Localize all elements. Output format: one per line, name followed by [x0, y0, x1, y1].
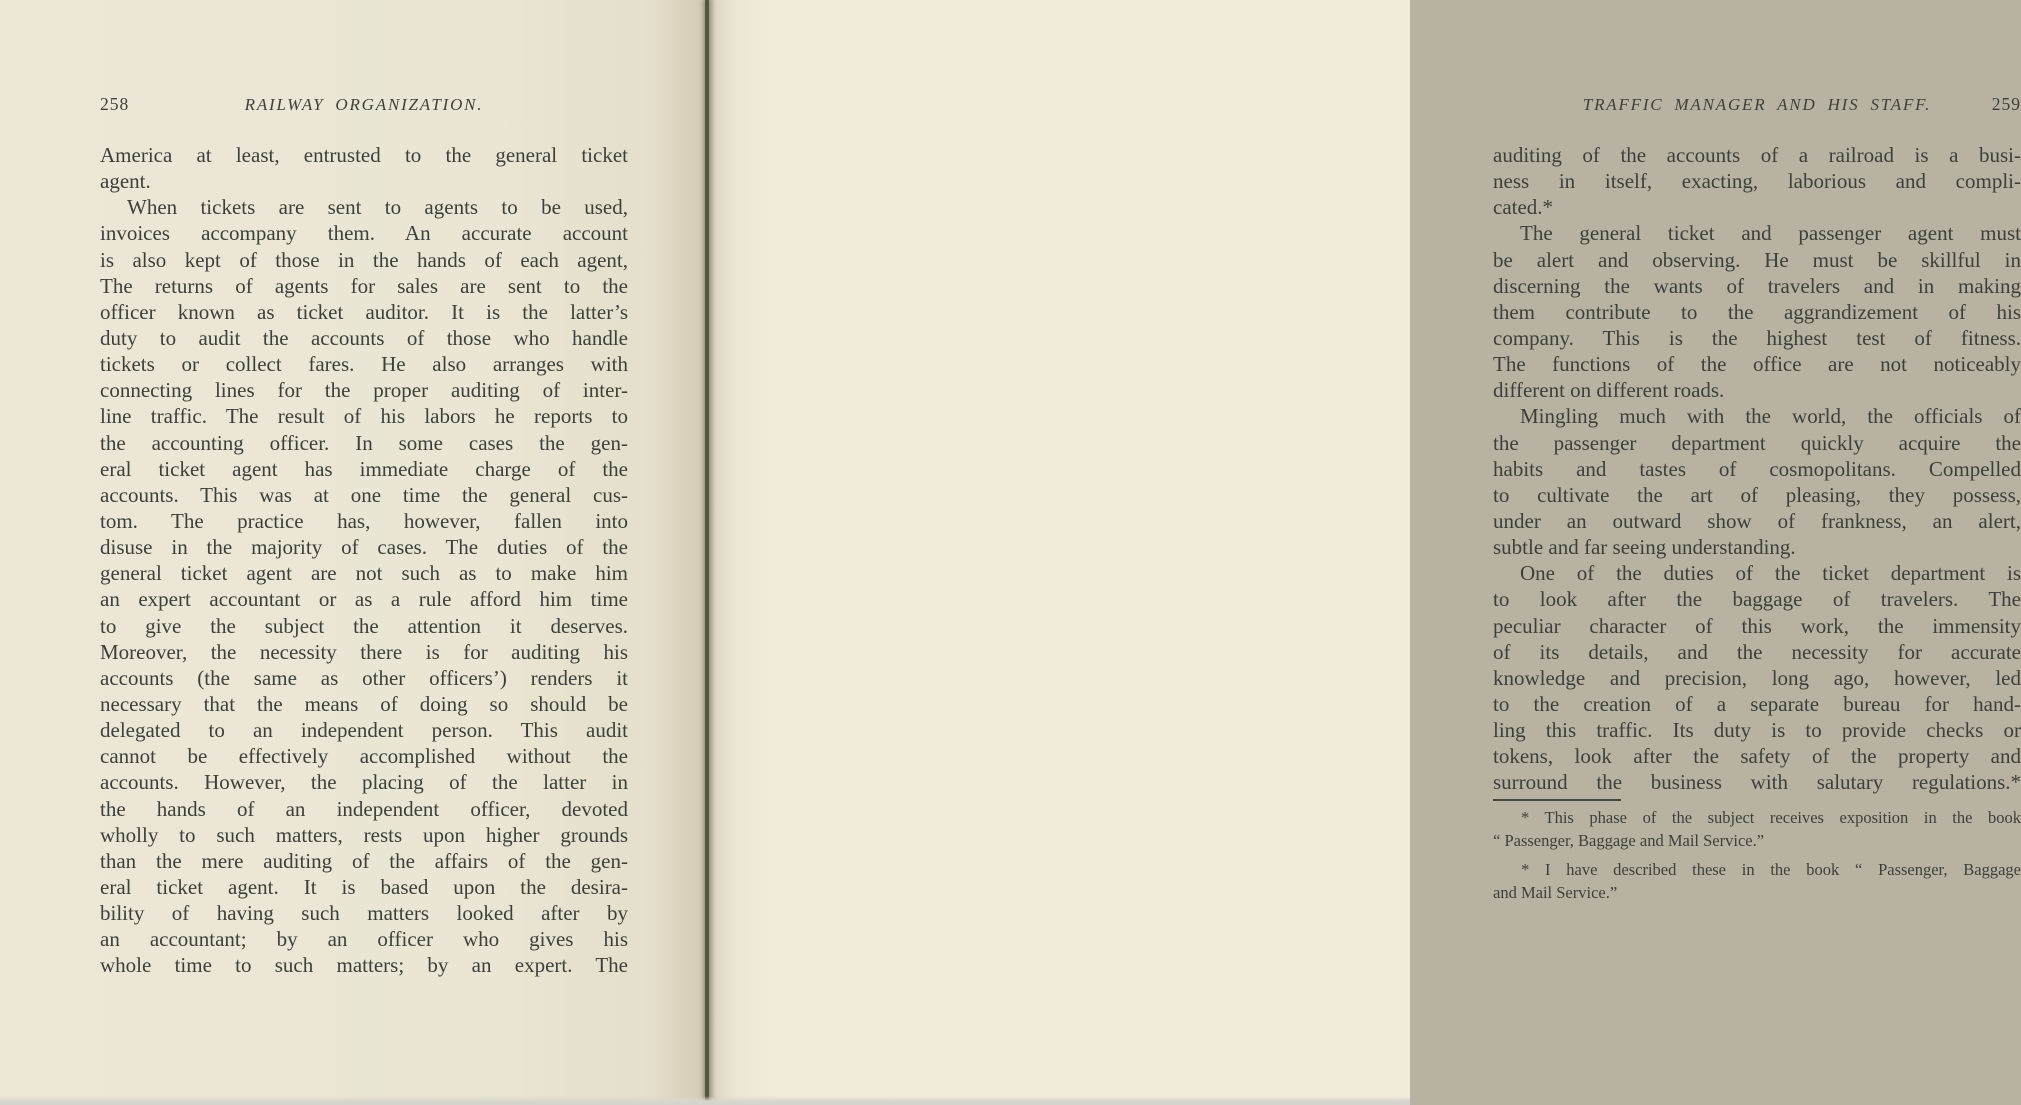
- page-gutter: [705, 0, 709, 1105]
- text-line: ness in itself, exacting, laborious and compli-: [1493, 169, 2021, 194]
- text-line: bility of having such matters looked after by: [100, 901, 628, 926]
- page-number-right: 259: [1991, 94, 2021, 114]
- scan-bottom-edge: [0, 1096, 1410, 1105]
- text-line: company. This is the highest test of fitness.: [1493, 325, 2021, 350]
- text-line: agent.: [100, 169, 151, 194]
- text-line: tickets or collect fares. He also arranges with: [100, 352, 628, 377]
- text-line: necessary that the means of doing so should be: [100, 691, 628, 716]
- text-line: general ticket agent are not such as to make him: [100, 561, 628, 586]
- text-line: an expert accountant or as a rule afford him time: [100, 587, 628, 612]
- footnote-rule: [1493, 799, 1621, 801]
- text-line: under an outward show of frankness, an alert,: [1493, 508, 2021, 533]
- text-line: accounts. This was at one time the general cus-: [100, 482, 628, 507]
- right-page-header: [1493, 94, 2021, 115]
- text-line: accounts. However, the placing of the latter in: [100, 770, 628, 795]
- text-line: an accountant; by an officer who gives his: [100, 927, 628, 952]
- text-line: auditing of the accounts of a railroad is a busi-: [1493, 143, 2021, 167]
- text-line: knowledge and precision, long ago, however, led: [1493, 665, 2021, 690]
- text-line: The general ticket and passenger agent must: [1520, 221, 2021, 246]
- text-line: the accounting officer. In some cases the gen-: [100, 430, 628, 455]
- text-line: the hands of an independent officer, devoted: [100, 796, 628, 821]
- text-line: than the mere auditing of the affairs of the gen-: [100, 848, 628, 873]
- text-line: officer known as ticket auditor. It is the latter’s: [100, 299, 628, 324]
- text-line: habits and tastes of cosmopolitans. Compelled: [1493, 456, 2021, 481]
- text-line: America at least, entrusted to the general ticket: [100, 143, 628, 167]
- text-line: is also kept of those in the hands of each agent,: [100, 247, 628, 272]
- text-line: tokens, look after the safety of the property and: [1493, 744, 2021, 769]
- text-line: discerning the wants of travelers and in making: [1493, 273, 2021, 298]
- text-line: * I have described these in the book “ Passenger, Baggage: [1521, 860, 2021, 879]
- text-line: and Mail Service.”: [1493, 883, 1618, 902]
- running-head-left: RAILWAY ORGANIZATION.: [244, 95, 484, 114]
- text-line: cannot be effectively accomplished without the: [100, 744, 628, 769]
- right-page-body: [1493, 142, 2021, 796]
- text-line: peculiar character of this work, the immensity: [1493, 613, 2021, 638]
- page-right: [708, 0, 2021, 1105]
- text-line: different on different roads.: [1493, 378, 1725, 403]
- text-line: cated.*: [1493, 195, 1554, 220]
- text-line: Moreover, the necessity there is for auditing his: [100, 639, 628, 664]
- text-line: eral ticket agent has immediate charge of the: [100, 456, 628, 481]
- text-line: line traffic. The result of his labors he reports to: [100, 404, 628, 429]
- footnote: [1493, 806, 2021, 852]
- text-line: connecting lines for the proper auditing of inter-: [100, 378, 628, 403]
- text-line: duty to audit the accounts of those who handle: [100, 325, 628, 350]
- text-line: surround the business with salutary regulations.*: [1493, 770, 2021, 795]
- text-line: invoices accompany them. An accurate account: [100, 221, 628, 246]
- text-line: disuse in the majority of cases. The duties of the: [100, 535, 628, 560]
- text-line: tom. The practice has, however, fallen into: [100, 508, 628, 533]
- text-line: Mingling much with the world, the officials of: [1520, 404, 2021, 429]
- text-line: ling this traffic. Its duty is to provide checks or: [1493, 718, 2021, 743]
- text-line: eral ticket agent. It is based upon the desira-: [100, 874, 628, 899]
- text-line: to cultivate the art of pleasing, they possess,: [1493, 482, 2021, 507]
- text-line: of its details, and the necessity for accurate: [1493, 639, 2021, 664]
- footnote: [1493, 858, 2021, 904]
- text-line: One of the duties of the ticket department is: [1520, 561, 2021, 586]
- running-head-right: TRAFFIC MANAGER AND HIS STAFF.: [1582, 95, 1932, 114]
- text-line: wholly to such matters, rests upon higher grounds: [100, 822, 628, 847]
- text-line: The returns of agents for sales are sent to the: [100, 273, 628, 298]
- text-line: The functions of the office are not noticeably: [1493, 352, 2021, 377]
- text-line: “ Passenger, Baggage and Mail Service.”: [1493, 831, 1765, 850]
- text-line: subtle and far seeing understanding.: [1493, 535, 1796, 560]
- text-line: delegated to an independent person. This audit: [100, 718, 628, 743]
- text-line: to give the subject the attention it deserves.: [100, 613, 628, 638]
- text-line: When tickets are sent to agents to be used,: [127, 195, 628, 220]
- text-line: to the creation of a separate bureau for hand-: [1493, 691, 2021, 716]
- text-line: be alert and observing. He must be skillful in: [1493, 247, 2021, 272]
- page-number-left: 258: [100, 94, 130, 114]
- text-line: the passenger department quickly acquire the: [1493, 430, 2021, 455]
- text-line: whole time to such matters; by an expert. The: [100, 953, 628, 978]
- text-line: them contribute to the aggrandizement of his: [1493, 299, 2021, 324]
- page-left: [0, 0, 708, 1105]
- left-page-body: [100, 142, 628, 979]
- footnote-block: [1493, 795, 2021, 904]
- text-line: * This phase of the subject receives exposition in the book: [1521, 808, 2021, 827]
- left-page-header: [100, 94, 628, 115]
- text-line: to look after the baggage of travelers. The: [1493, 587, 2021, 612]
- text-line: accounts (the same as other officers’) renders it: [100, 665, 628, 690]
